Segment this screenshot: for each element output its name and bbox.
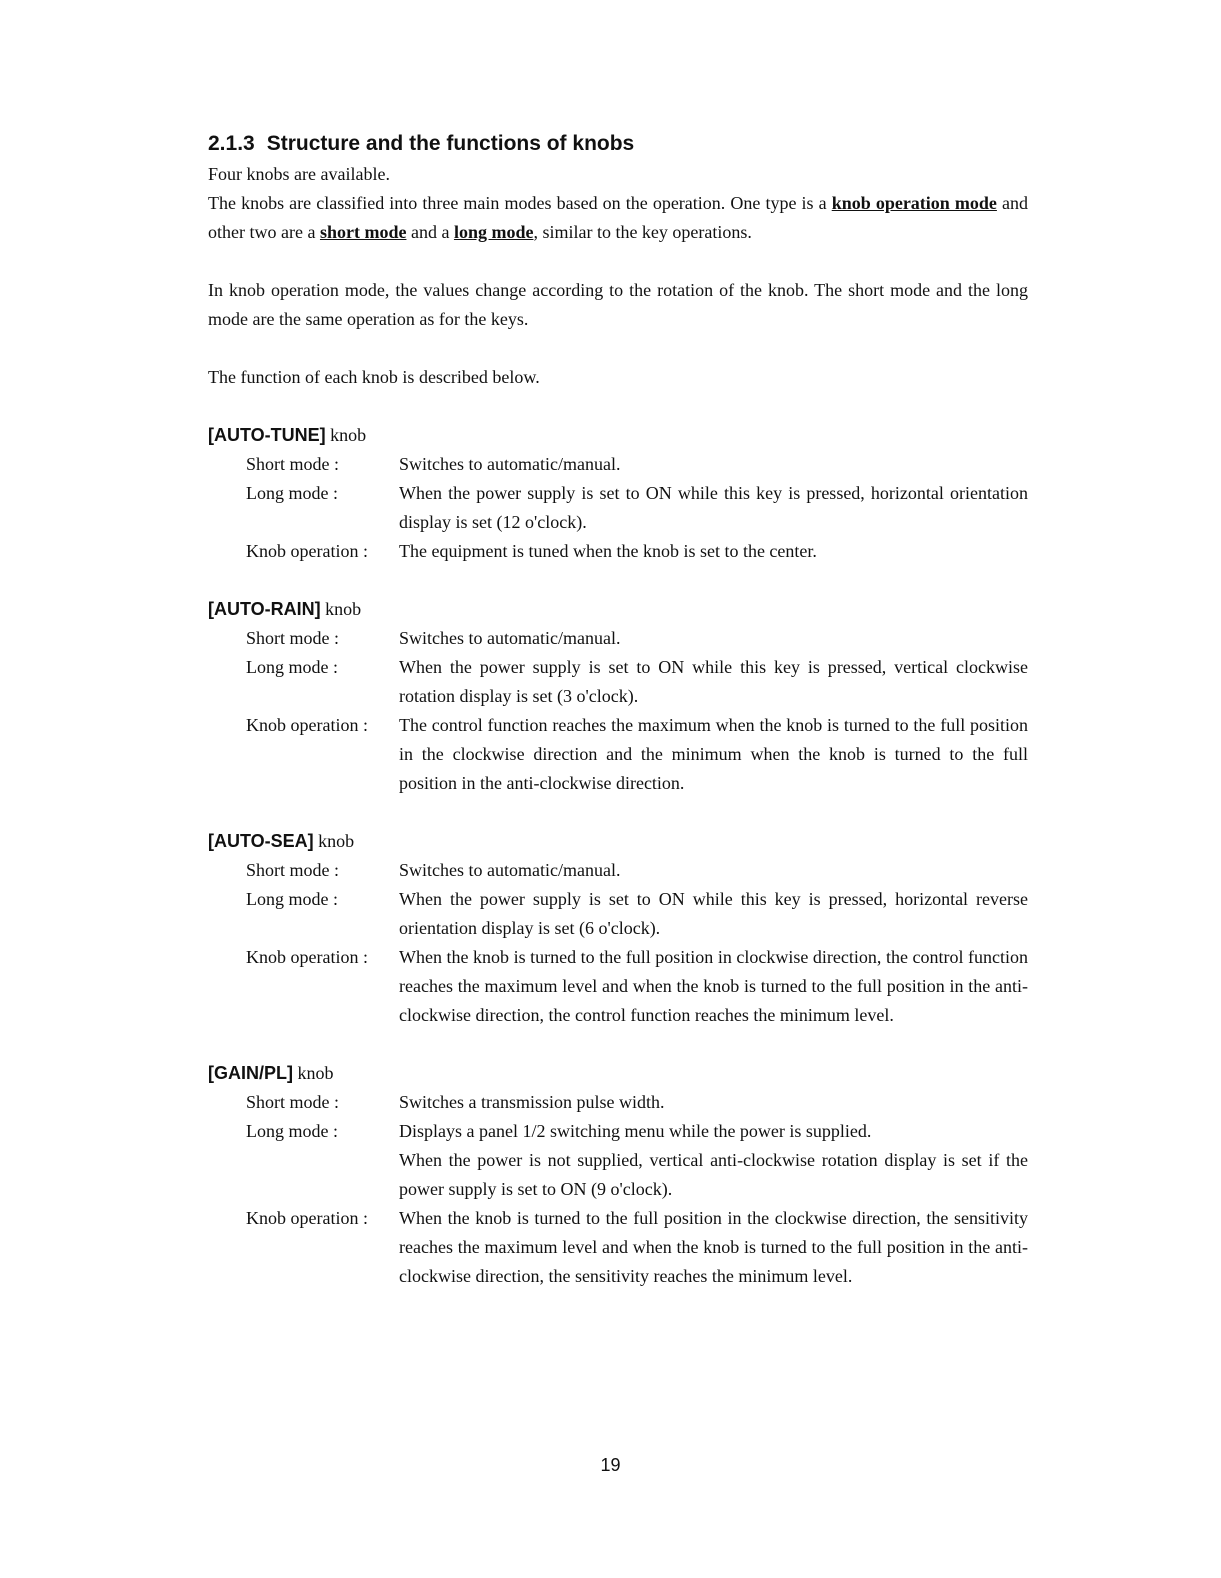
long-mode-label: Long mode : — [246, 1121, 338, 1141]
page-number: 19 — [600, 1455, 621, 1475]
long-mode-text: Displays a panel 1/2 switching menu while the power is supplied. — [399, 1121, 872, 1141]
short-mode-row — [208, 450, 1028, 479]
section-number: 2.1.3 — [208, 132, 255, 155]
knob-title — [208, 1059, 1028, 1088]
knob-operation-label: Knob operation : — [246, 947, 368, 967]
short-mode-text: Switches to automatic/manual. — [399, 454, 621, 474]
short-mode-label: Short mode : — [246, 454, 339, 474]
knob-name: [AUTO-TUNE] — [208, 425, 326, 445]
long-mode-text: When the power supply is set to ON while this key is pressed, horizontal orientation display is set (12 o'clock). — [399, 483, 1028, 532]
knob-operation-text: The equipment is tuned when the knob is set to the center. — [399, 541, 817, 561]
short-mode-label: Short mode : — [246, 628, 339, 648]
intro-text: and a — [406, 222, 454, 242]
long-mode-description — [399, 1117, 1028, 1204]
knob-operation-label: Knob operation : — [246, 541, 368, 561]
knob-operation-label: Knob operation : — [246, 715, 368, 735]
knob-suffix: knob — [313, 831, 355, 851]
intro-text: and other two are a — [208, 193, 1028, 242]
knob-title — [208, 421, 1028, 450]
long-mode-text: When the power supply is set to ON while this key is pressed, vertical clockwise rotation display is set (3 o'clock). — [399, 657, 1028, 706]
section-heading — [208, 128, 1028, 160]
knob-operation-text: The control function reaches the maximum when the knob is turned to the full position in the clockwise direction and the minimum when the knob is turned to the full position in the anti-clockwise direction. — [399, 715, 1028, 793]
short-mode-term: short mode — [319, 222, 407, 242]
knob-name: [GAIN/PL] — [208, 1063, 293, 1083]
long-mode-text: When the power supply is set to ON while this key is pressed, horizontal reverse orientation display is set (6 o'clock). — [399, 889, 1028, 938]
intro-paragraph-3: In knob operation mode, the values change according to the rotation of the knob. The short mode and the long mode are the same operation as for the keys. — [208, 280, 1028, 329]
knob-suffix: knob — [293, 1063, 334, 1083]
long-mode-row — [208, 885, 1028, 943]
long-mode-row — [208, 653, 1028, 711]
knob-title — [208, 827, 1028, 856]
long-mode-label: Long mode : — [246, 483, 338, 503]
short-mode-row — [208, 1088, 1028, 1117]
intro-paragraph-1: Four knobs are available. — [208, 164, 390, 184]
short-mode-label: Short mode : — [246, 860, 339, 880]
knob-operation-text: When the knob is turned to the full position in clockwise direction, the control function reaches the maximum level and when the knob is turned to the full position in the anti-clockwise direction, the control function reaches the minimum level. — [399, 947, 1028, 1025]
knob-operation-row — [208, 1204, 1028, 1291]
short-mode-row — [208, 856, 1028, 885]
knob-operation-row — [208, 943, 1028, 1030]
short-mode-label: Short mode : — [246, 1092, 339, 1112]
short-mode-text: Switches to automatic/manual. — [399, 628, 621, 648]
knob-operation-text: When the knob is turned to the full position in the clockwise direction, the sensitivity reaches the maximum level and when the knob is turned to the full position in the anti-clockwise direction, the sensitivity reaches the minimum level. — [399, 1208, 1028, 1286]
knob-section-auto-tune — [208, 421, 1028, 566]
long-mode-row — [208, 479, 1028, 537]
knob-name: [AUTO-SEA] — [208, 831, 314, 851]
knob-section-gain-pl — [208, 1059, 1028, 1291]
knob-section-auto-sea — [208, 827, 1028, 1030]
knob-title — [208, 595, 1028, 624]
knob-name: [AUTO-RAIN] — [208, 599, 321, 619]
intro-paragraph-4: The function of each knob is described below. — [208, 367, 540, 387]
intro-paragraph-2 — [208, 189, 1028, 247]
section-title: Structure and the functions of knobs — [266, 132, 635, 155]
short-mode-text: Switches a transmission pulse width. — [399, 1092, 665, 1112]
intro-text: The knobs are classified into three main modes based on the operation. One type is a — [208, 193, 832, 213]
document-page — [208, 128, 1028, 1291]
knob-operation-row — [208, 537, 1028, 566]
long-mode-term: long mode — [453, 222, 534, 242]
knob-operation-label: Knob operation : — [246, 1208, 368, 1228]
knob-operation-row — [208, 711, 1028, 798]
knob-section-auto-rain — [208, 595, 1028, 798]
knob-suffix: knob — [325, 425, 367, 445]
long-mode-text-continued: When the power is not supplied, vertical anti-clockwise rotation display is set if the power supply is set to ON (9 o'clock). — [399, 1150, 1028, 1199]
long-mode-label: Long mode : — [246, 889, 338, 909]
knob-operation-mode-term: knob operation mode — [831, 193, 997, 213]
knob-suffix: knob — [320, 599, 362, 619]
long-mode-label: Long mode : — [246, 657, 338, 677]
short-mode-row — [208, 624, 1028, 653]
intro-text: , similar to the key operations. — [533, 222, 752, 242]
short-mode-text: Switches to automatic/manual. — [399, 860, 621, 880]
long-mode-row — [208, 1117, 1028, 1204]
